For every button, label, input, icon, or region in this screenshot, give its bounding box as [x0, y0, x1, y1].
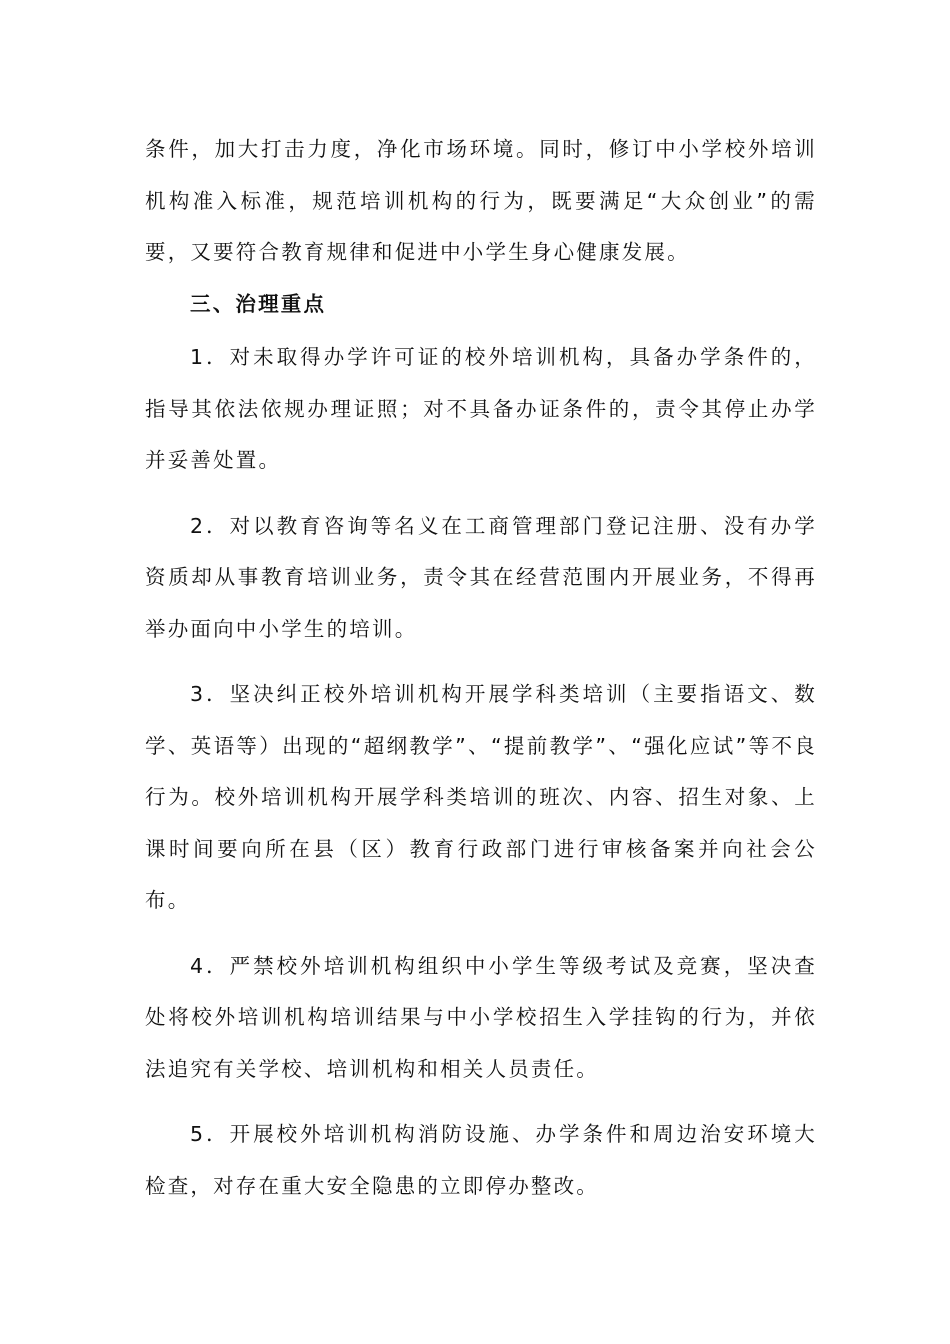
governance-item-2: 2．对以教育咨询等名义在工商管理部门登记注册、没有办学资质却从事教育培训业务，责令其在经营范围内开展业务，不得再举办面向中小学生的培训。	[145, 513, 817, 641]
intro-paragraph: 条件，加大打击力度，净化市场环境。同时，修订中小学校外培训机构准入标准，规范培训机构的行为，既要满足“大众创业”的需要，又要符合教育规律和促进中小学生身心健康发展。	[145, 137, 817, 264]
governance-item-4: 4．严禁校外培训机构组织中小学生等级考试及竞赛，坚决查处将校外培训机构培训结果与中小学校招生入学挂钩的行为，并依法追究有关学校、培训机构和相关人员责任。	[145, 953, 817, 1081]
governance-item-5: 5．开展校外培训机构消防设施、办学条件和周边治安环境大检查，对存在重大安全隐患的立即停办整改。	[145, 1122, 817, 1198]
governance-item-3: 3．坚决纠正校外培训机构开展学科类培训（主要指语文、数学、英语等）出现的“超纲教学”、“提前教学”、“强化应试”等不良行为。校外培训机构开展学科类培训的班次、内容、招生对象、上课时间要向所在县（区）教育行政部门进行审核备案并向社会公布。	[145, 682, 817, 912]
governance-item-1: 1．对未取得办学许可证的校外培训机构，具备办学条件的，指导其依法依规办理证照；对不具备办证条件的，责令其停止办学并妥善处置。	[145, 345, 817, 472]
document-page	[145, 124, 817, 1212]
section-heading: 三、治理重点	[190, 291, 327, 316]
